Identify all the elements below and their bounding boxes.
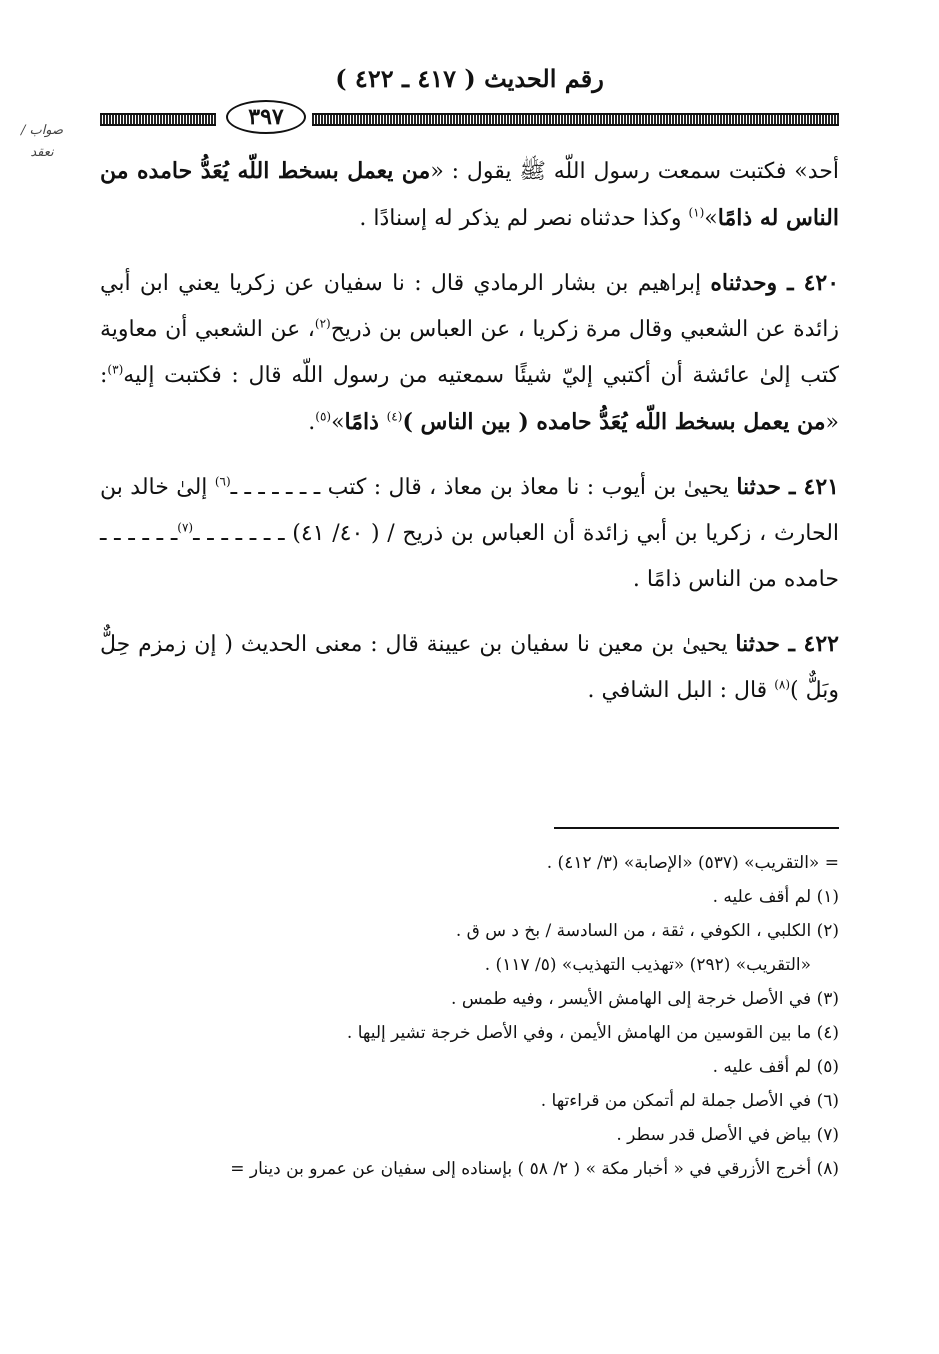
text-run: إلىٰ خالد بن الحارث ، زكريا بن أبي زائدة أن العباس بن ذريح / ( ٤٠/ ٤١) ـ ـ ـ ـ ـ ـ ـ [100, 475, 840, 546]
hadith-quote: ذامًا [344, 409, 387, 435]
text-run: . [308, 410, 316, 435]
text-run: قال : البل الشافي . [587, 678, 775, 703]
footnotes [100, 846, 839, 1186]
text-run: إبراهيم بن بشار الرمادي قال : نا سفيان عن زكريا يعني ابن أبي زائدة عن الشعبي وقال مرة زكريا ، عن العباس بن ذريح [100, 271, 840, 342]
text-run: ، عن الشعبي أن معاوية كتب إلىٰ عائشة أن أكتبي إليّ شيئًا سمعتيه من رسول اللّه قال : فكتبت إليه [100, 317, 839, 388]
footnote-item: = «التقريب» (٥٣٧) «الإصابة» (٣/ ٤١٢) . [546, 853, 839, 873]
header-rule [100, 100, 839, 134]
footnote-item: (٦) في الأصل جملة لم أتمكن من قراءتها . [540, 1091, 839, 1111]
footnote-ref: (٥) [315, 409, 332, 424]
text-run: وكذا حدثناه نصر لم يذكر له إسنادًا . [359, 206, 689, 231]
footnote-item: (٣) في الأصل خرجة إلى الهامش الأيسر ، وفيه طمس . [451, 989, 839, 1009]
text-run: يحيىٰ بن معين نا سفيان بن عيينة قال : معنى الحديث ( إن زمزم حِلٌّ وبَلٌّ ) [100, 632, 839, 703]
footnote-ref: (٣) [107, 362, 124, 377]
paragraph-422 [100, 621, 839, 714]
footnote-item: «التقريب» (٢٩٢) «تهذيب التهذيب» (٥/ ١١٧) . [484, 955, 811, 975]
text-run: » [331, 410, 345, 435]
margin-handwritten-note: صواب / نعقد [20, 123, 64, 160]
running-head: رقم الحديث ( ٤١٧ ـ ٤٢٢ ) [335, 64, 604, 93]
footnote-item: (٧) بياض في الأصل قدر سطر . [616, 1125, 839, 1145]
footnote-ref: (٦) [214, 474, 231, 489]
hadith-number: ٤٢٠ ـ وحدثناه [710, 270, 840, 296]
footnote-item: (٢) الكلبي ، الكوفي ، ثقة ، من السادسة / بخ د س ق . [455, 921, 839, 941]
paragraph-421 [100, 464, 839, 603]
footnote-ref: (٢) [314, 316, 331, 331]
header-rule-right [312, 113, 839, 126]
text-run: ـ ـ ـ ـ ـ ـ حامده من الناس ذامًا . [100, 521, 839, 592]
footnote-divider [554, 827, 839, 829]
footnote-ref: (٤) [386, 409, 403, 424]
text-run: يحيىٰ بن أيوب : نا معاذ بن معاذ ، قال : كتب ـ ـ ـ ـ ـ ـ ـ [230, 475, 737, 500]
hadith-number: ٤٢٢ ـ حدثنا [735, 631, 839, 657]
hadith-quote: من يعمل بسخط اللّه يُعَدُّ حامده من الناس له ذامًا [100, 158, 839, 231]
hadith-number: ٤٢١ ـ حدثنا [736, 474, 839, 500]
footnote-item: (٤) ما بين القوسين من الهامش الأيمن ، وفي الأصل خرجة تشير إليها . [346, 1023, 839, 1043]
text-run: : « [100, 363, 839, 435]
hadith-quote: من يعمل بسخط اللّه يُعَدُّ حامده ( بين الناس ) [402, 409, 826, 435]
text-run: » [704, 206, 718, 231]
footnote-ref: (١) [688, 205, 705, 220]
header-rule-left [100, 113, 216, 126]
paragraph-420 [100, 260, 839, 446]
footnote-ref: (٧) [177, 520, 194, 535]
footnote-item: (١) لم أقف عليه . [712, 887, 839, 907]
paragraph-continuation [100, 148, 839, 242]
footnote-item: (٨) أخرج الأزرقي في « أخبار مكة » ( ٢/ ٥٨ ) بإسناده إلى سفيان عن عمرو بن دينار = [230, 1159, 839, 1179]
text-run: أحد» فكتبت سمعت رسول اللّه ﷺ يقول : « [430, 159, 839, 184]
main-text [100, 148, 839, 732]
page-number: ٣٩٧ [226, 100, 306, 134]
footnote-item: (٥) لم أقف عليه . [712, 1057, 839, 1077]
footnote-ref: (٨) [774, 677, 791, 692]
